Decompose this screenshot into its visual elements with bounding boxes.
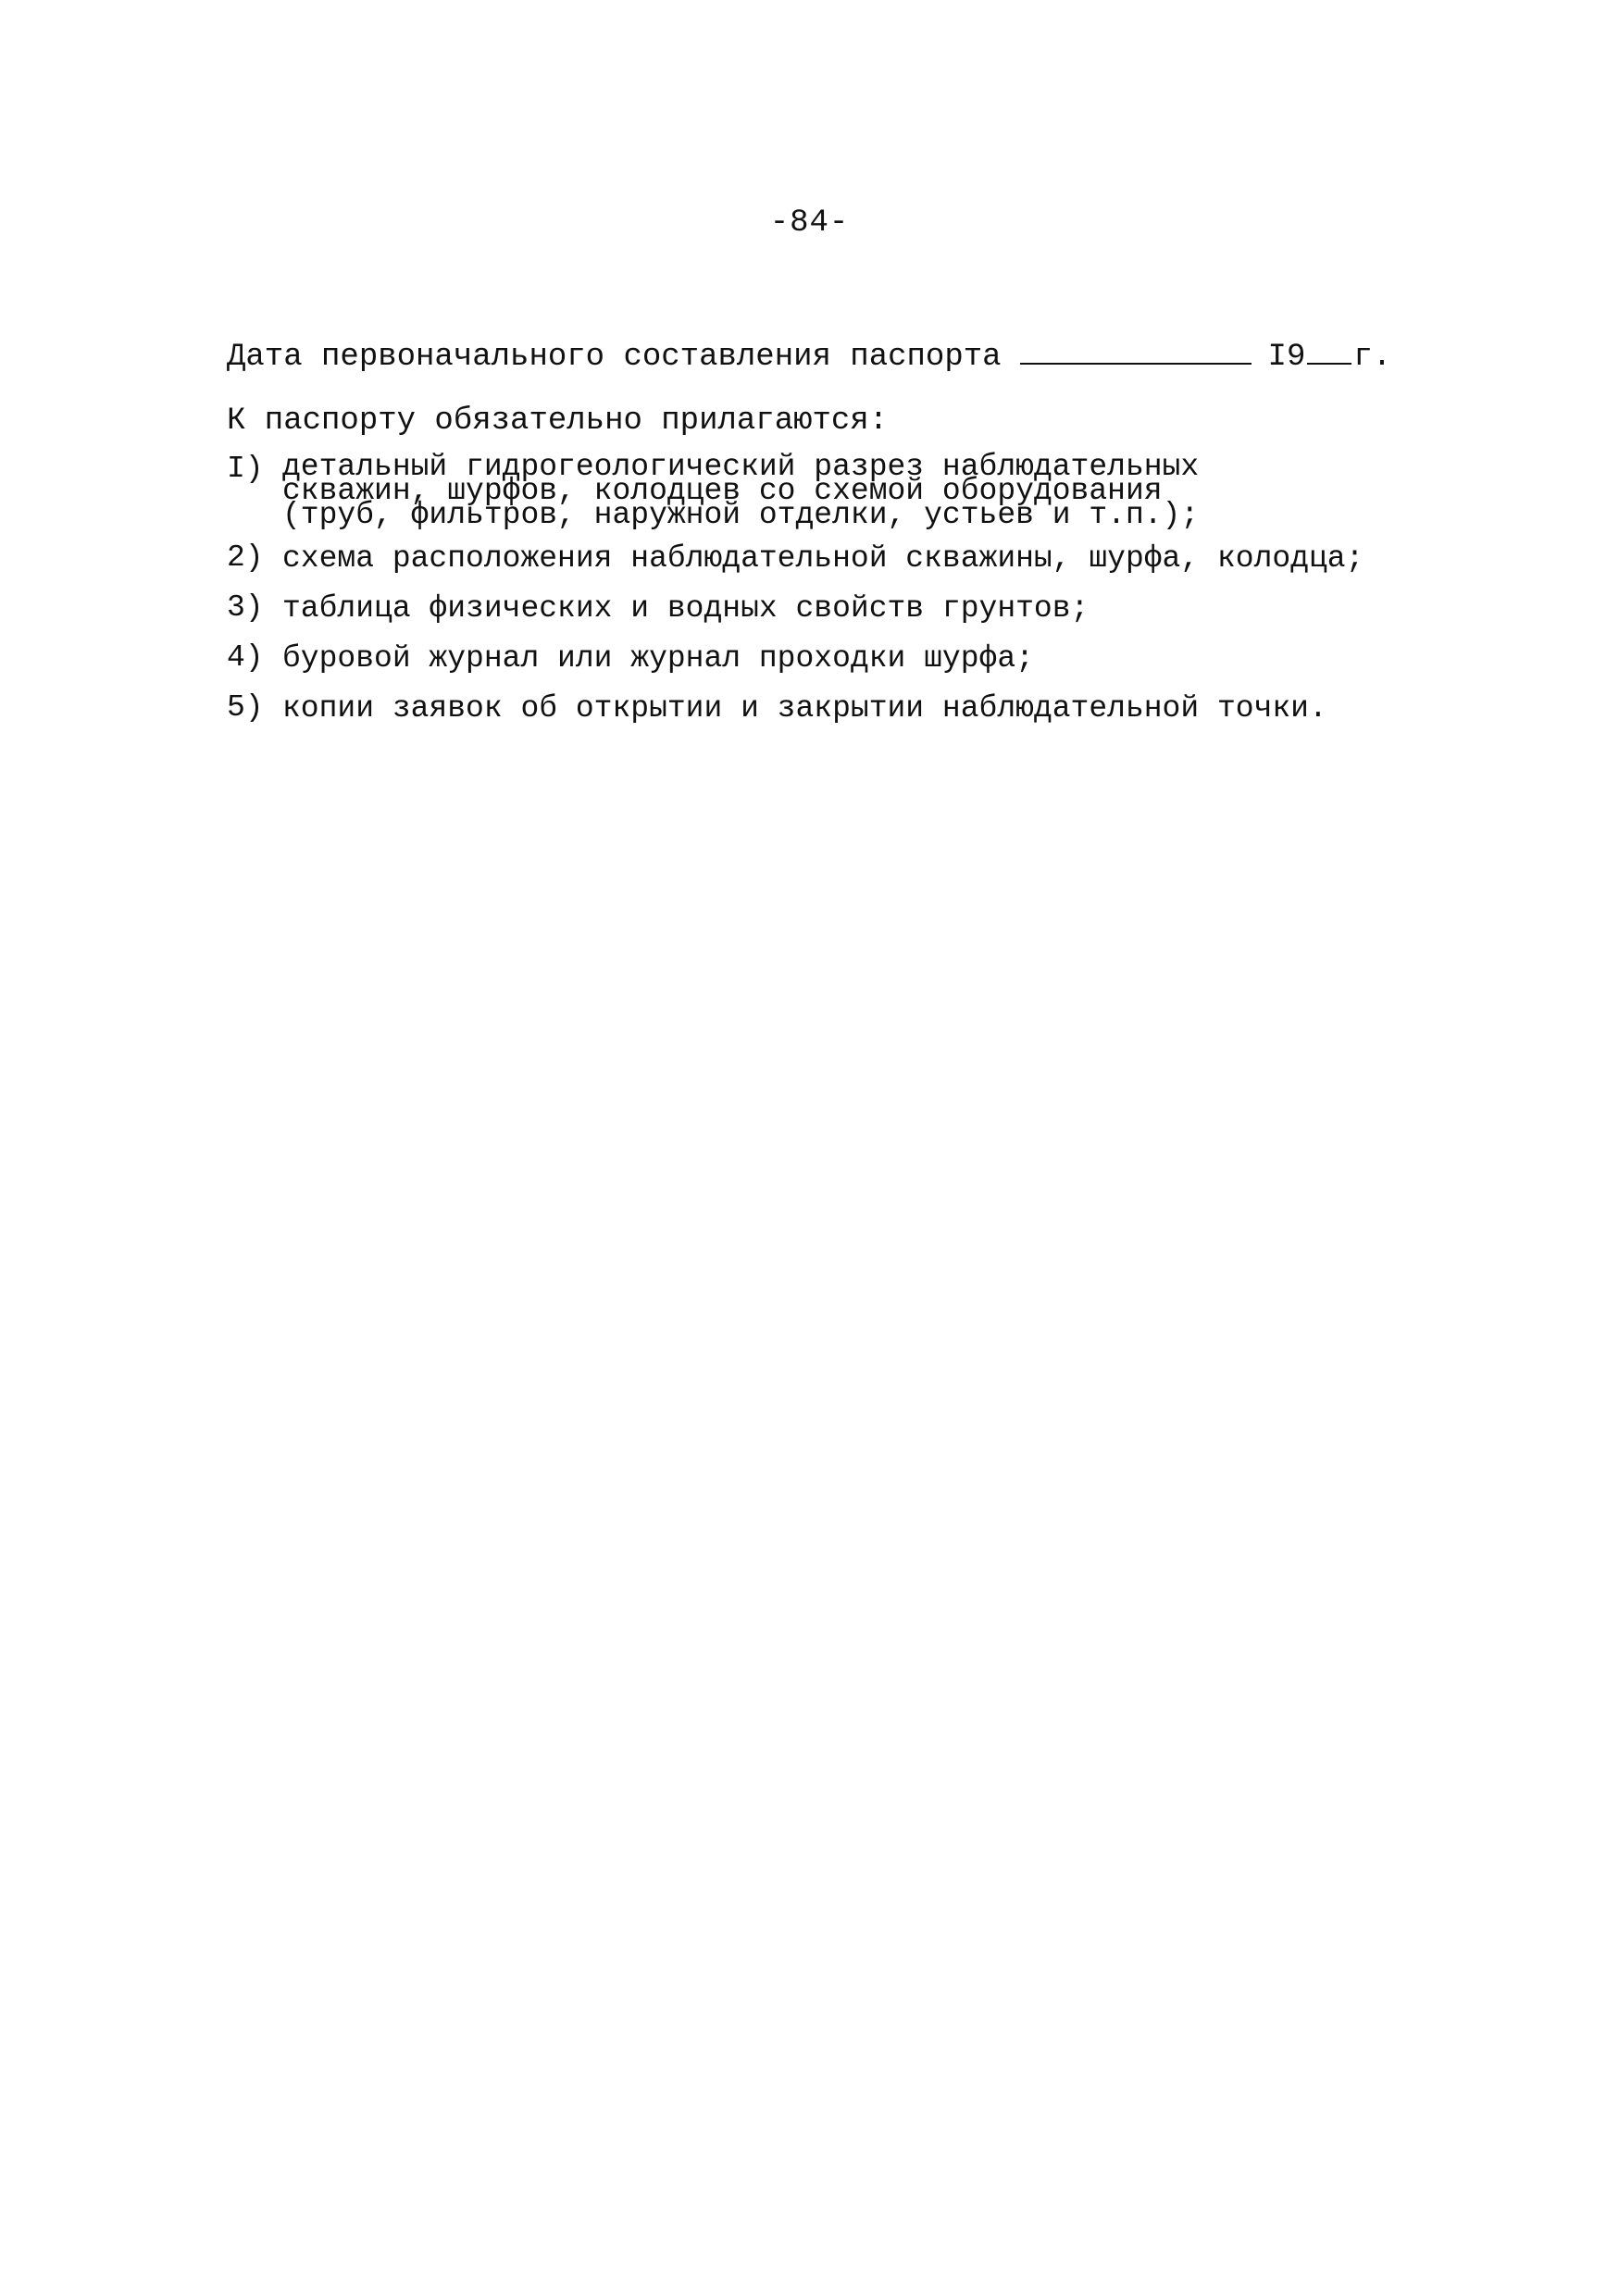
list-item-number: 4) bbox=[227, 640, 264, 675]
list-item-text bbox=[282, 590, 1449, 627]
list-item-line: детальный гидрогеологический разрез наблюдательных bbox=[282, 450, 1200, 484]
list-item-text bbox=[282, 640, 1449, 677]
list-item-text bbox=[282, 540, 1449, 577]
passport-date-line bbox=[227, 335, 1439, 375]
date-label: Дата первоначального составления паспорта bbox=[227, 340, 1002, 375]
year-prefix: I9 bbox=[1267, 340, 1306, 375]
list-item bbox=[227, 640, 1449, 677]
list-item-line: скважин, шурфов, колодцев со схемой оборудования bbox=[282, 474, 1163, 508]
year-blank bbox=[1307, 335, 1351, 365]
list-item-number: I) bbox=[227, 452, 264, 486]
list-item-text bbox=[282, 690, 1449, 727]
list-item-line: таблица физических и водных свойств грунтов; bbox=[282, 591, 1090, 626]
attachments-intro: К паспорту обязательно прилагаются: bbox=[227, 403, 889, 439]
list-item-text bbox=[282, 450, 1449, 532]
attachments-list bbox=[227, 452, 1449, 740]
list-item-line: (труб, фильтров, наружной отделки, устьев и т.п.); bbox=[282, 498, 1200, 532]
date-blank bbox=[1020, 335, 1252, 365]
list-item-line: буровой журнал или журнал проходки шурфа; bbox=[282, 641, 1034, 676]
year-suffix: г. bbox=[1353, 340, 1392, 375]
list-item bbox=[227, 540, 1449, 577]
list-item-number: 5) bbox=[227, 690, 264, 725]
list-item-line: копии заявок об открытии и закрытии наблюдательной точки. bbox=[282, 691, 1327, 726]
page-number: -84- bbox=[769, 205, 850, 241]
list-item bbox=[227, 690, 1449, 727]
list-item-line: схема расположения наблюдательной скважины, шурфа, колодца; bbox=[282, 541, 1364, 576]
list-item bbox=[227, 450, 1449, 532]
list-item-number: 3) bbox=[227, 590, 264, 625]
list-item-number: 2) bbox=[227, 540, 264, 575]
list-item bbox=[227, 590, 1449, 627]
